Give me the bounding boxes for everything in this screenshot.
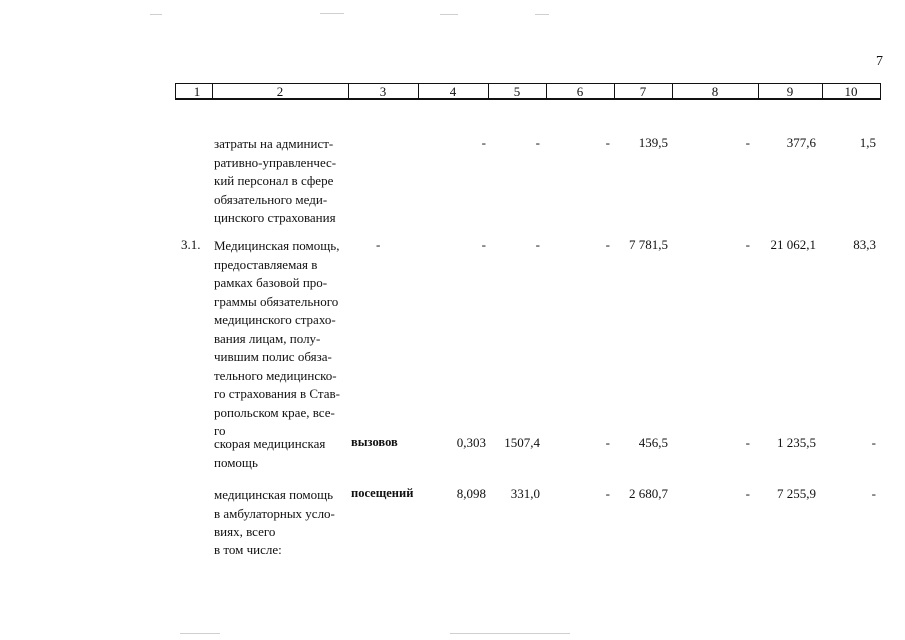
cell-col4: - <box>481 237 486 252</box>
label-line: рамках базовой про- <box>214 275 328 290</box>
label-line: ропольском крае, все- <box>214 404 335 420</box>
label-line: цинского страхования <box>214 210 336 225</box>
page-number: 7 <box>876 54 883 69</box>
cell-col9: 7 255,9 <box>777 486 816 501</box>
row-label <box>214 486 344 542</box>
scan-noise <box>320 13 344 14</box>
cell-col5: 1507,4 <box>504 435 540 450</box>
cell-col5: 331,0 <box>510 486 540 501</box>
cell-col6: - <box>605 135 610 150</box>
scan-noise <box>440 14 458 15</box>
cell-col4: - <box>481 135 486 150</box>
row-label <box>214 237 344 441</box>
cell-col8: - <box>745 135 750 150</box>
label-line: медицинская помощь <box>214 487 334 502</box>
cell-col10: - <box>871 486 876 501</box>
label-line: го страхования в Став- <box>214 386 340 401</box>
cell-col8: - <box>745 486 750 501</box>
section-number: 3.1. <box>181 237 201 252</box>
column-header-8: 8 <box>711 84 719 99</box>
column-header-6: 6 <box>576 84 584 99</box>
label-line: в амбулаторных усло- <box>214 505 335 521</box>
column-header-7: 7 <box>639 84 647 99</box>
unit-label: вызовов <box>351 435 398 449</box>
label-line: Медицинская помощь, <box>214 238 340 253</box>
cell-col9: 377,6 <box>786 135 816 150</box>
label-line: ративно-управленчес- <box>214 154 337 170</box>
cell-col6: - <box>605 435 610 450</box>
column-header-10: 10 <box>844 84 858 99</box>
label-line: медицинского страхо- <box>214 312 336 327</box>
column-header-3: 3 <box>379 84 387 99</box>
label-line: виях, всего <box>214 524 276 539</box>
cell-col8: - <box>745 435 750 450</box>
unit-label: посещений <box>351 486 414 500</box>
column-header-row <box>175 83 881 100</box>
cell-col3: - <box>376 237 381 252</box>
label-line: затраты на админист- <box>214 136 334 151</box>
cell-col9: 21 062,1 <box>770 237 816 252</box>
cell-col7: 2 680,7 <box>629 486 668 501</box>
cell-col7: 456,5 <box>638 435 668 450</box>
label-line: предоставляемая в <box>214 256 318 272</box>
scan-noise <box>150 14 162 15</box>
column-header-1: 1 <box>193 84 201 99</box>
scan-noise <box>180 633 220 634</box>
row-label <box>214 135 344 228</box>
column-header-5: 5 <box>513 84 521 99</box>
cell-col10: 1,5 <box>859 135 876 150</box>
cell-col10: 83,3 <box>853 237 876 252</box>
cell-col10: - <box>871 435 876 450</box>
column-header-9: 9 <box>786 84 794 99</box>
label-line: граммы обязательного <box>214 293 339 309</box>
cell-col8: - <box>745 237 750 252</box>
label-line: тельного медицинско- <box>214 367 337 383</box>
footer-text: в том числе: <box>214 542 282 557</box>
cell-col4: 8,098 <box>456 486 486 501</box>
column-header-4: 4 <box>449 84 457 99</box>
scan-noise <box>450 633 570 634</box>
cell-col6: - <box>605 486 610 501</box>
cell-col6: - <box>605 237 610 252</box>
scan-noise <box>535 14 549 15</box>
label-line: скорая медицинская <box>214 436 326 451</box>
label-line: помощь <box>214 454 258 470</box>
row-label <box>214 435 344 472</box>
column-header-2: 2 <box>276 84 284 99</box>
label-line: обязательного меди- <box>214 191 328 207</box>
label-line: чившим полис обяза- <box>214 349 332 364</box>
label-line: го <box>214 423 226 438</box>
cell-col7: 139,5 <box>638 135 668 150</box>
cell-col5: - <box>535 135 540 150</box>
cell-col5: - <box>535 237 540 252</box>
label-line: кий персонал в сфере <box>214 173 334 188</box>
cell-col9: 1 235,5 <box>777 435 816 450</box>
cell-col4: 0,303 <box>456 435 486 450</box>
cell-col7: 7 781,5 <box>629 237 668 252</box>
label-line: вания лицам, полу- <box>214 330 321 346</box>
